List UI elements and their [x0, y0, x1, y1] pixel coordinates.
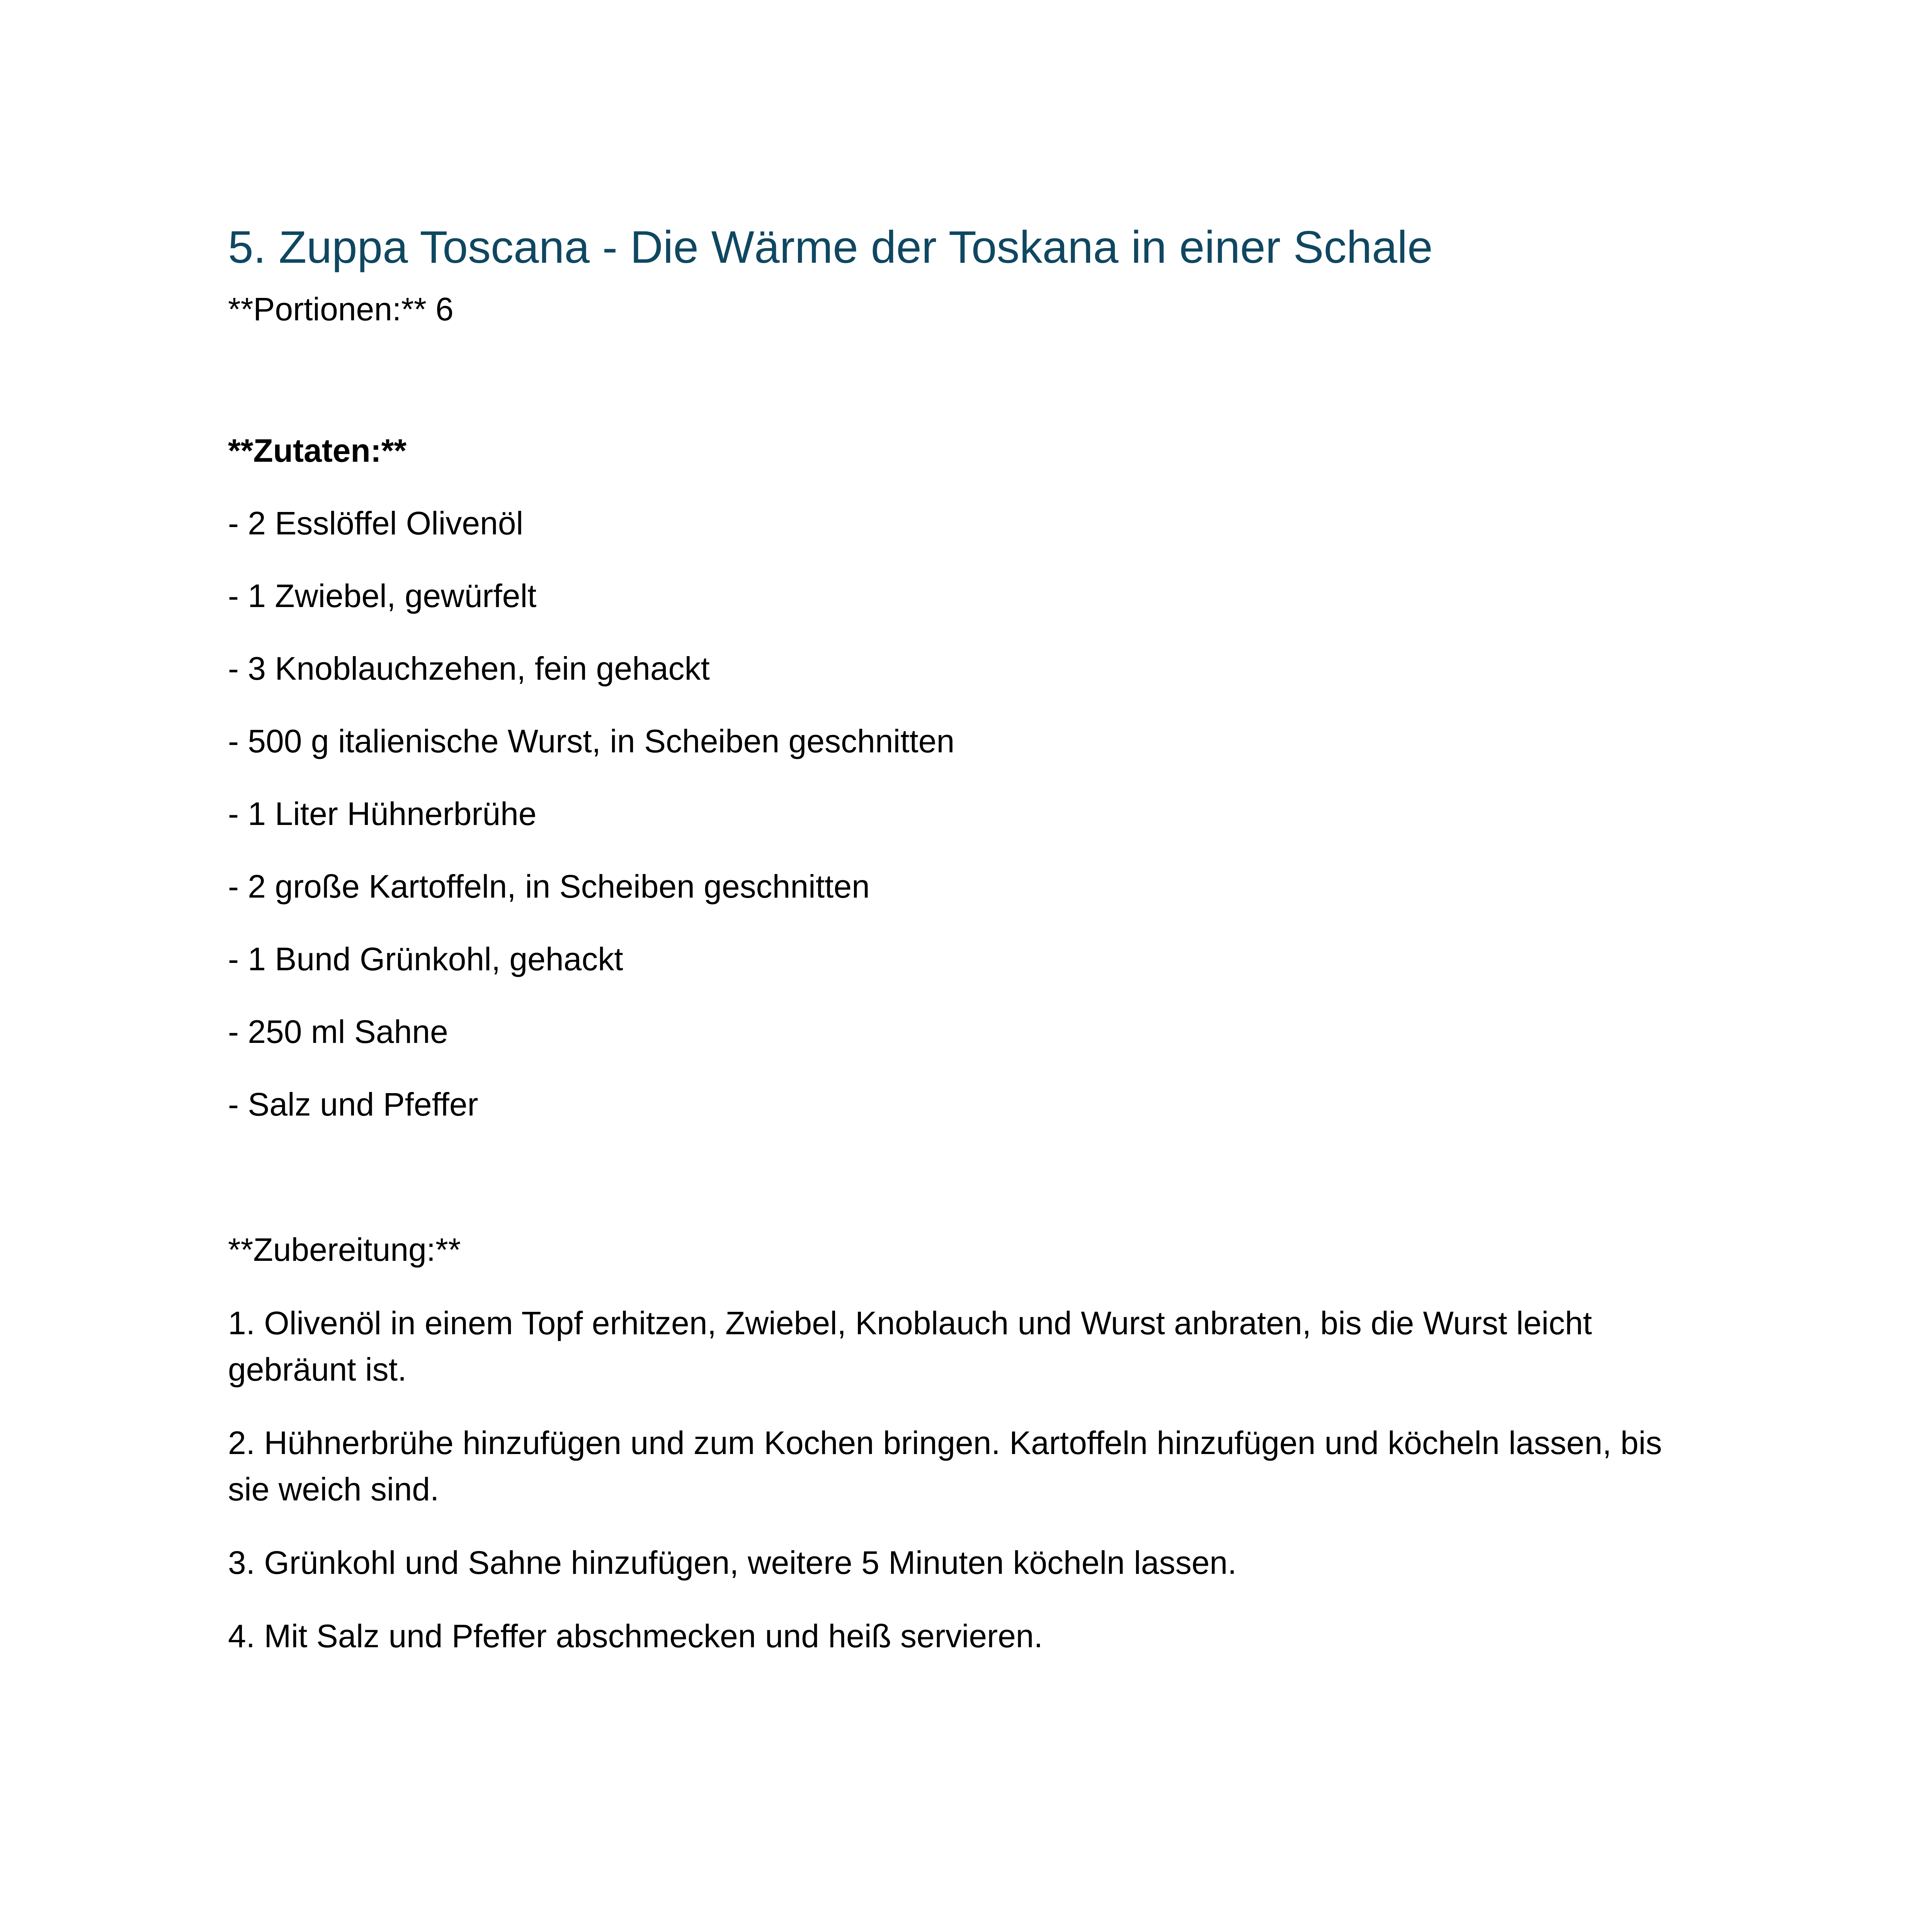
ingredient-item: - 1 Bund Grünkohl, gehackt [228, 941, 623, 977]
ingredient-item: - 500 g italienische Wurst, in Scheiben geschnitten [228, 723, 955, 759]
ingredient-item: - Salz und Pfeffer [228, 1086, 478, 1122]
ingredient-item: - 1 Liter Hühnerbrühe [228, 796, 537, 832]
ingredient-item: - 250 ml Sahne [228, 1014, 448, 1050]
ingredient-list [228, 501, 1704, 1127]
preparation-step: 1. Olivenöl in einem Topf erhitzen, Zwiebel, Knoblauch und Wurst anbraten, bis die Wurst leicht gebräunt ist. [228, 1305, 1592, 1388]
servings-line: **Portionen:** 6 [228, 291, 454, 327]
preparation-step: 2. Hühnerbrühe hinzufügen und zum Kochen bringen. Kartoffeln hinzufügen und köcheln lassen, bis sie weich sind. [228, 1425, 1662, 1507]
ingredient-item: - 1 Zwiebel, gewürfelt [228, 578, 537, 614]
ingredient-item: - 2 große Kartoffeln, in Scheiben geschnitten [228, 868, 870, 905]
recipe-content [228, 216, 1704, 1686]
recipe-title: 5. Zuppa Toscana - Die Wärme der Toskana in einer Schale [228, 222, 1433, 273]
preparation-step: 4. Mit Salz und Pfeffer abschmecken und heiß servieren. [228, 1618, 1043, 1654]
ingredient-item: - 2 Esslöffel Olivenöl [228, 505, 524, 541]
preparation-step: 3. Grünkohl und Sahne hinzufügen, weitere 5 Minuten köcheln lassen. [228, 1544, 1237, 1581]
ingredients-heading: **Zutaten:** [228, 432, 407, 469]
ingredient-item: - 3 Knoblauchzehen, fein gehackt [228, 650, 710, 687]
preparation-heading: **Zubereitung:** [228, 1231, 461, 1268]
preparation-steps [228, 1300, 1704, 1659]
